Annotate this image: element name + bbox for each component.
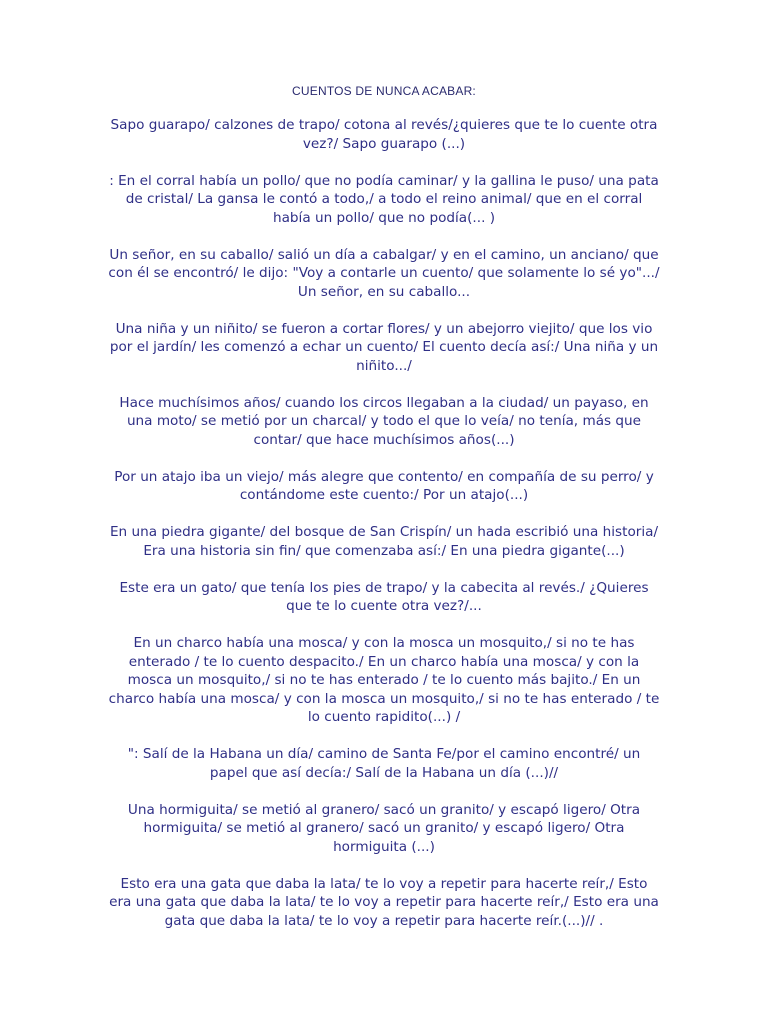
paragraph-atajo-viejo: Por un atajo iba un viejo/ más alegre que contento/ en compañía de su perro/ y contándome este cuento:/ Por un atajo(...) [114,468,654,503]
paragraph-corral-pollo: : En el corral había un pollo/ que no podía caminar/ y la gallina le puso/ una pata de cristal/ La gansa le contó a todo,/ a todo el reino animal/ que en el corral había un pollo/ que no podía(... ) [109,172,659,226]
document-body [108,116,660,949]
paragraph-nina-ninito: Una niña y un niñito/ se fueron a cortar flores/ y un abejorro viejito/ que los vio por el jardín/ les comenzó a echar un cuento/ El cuento decía así:/ Una niña y un niñito.../ [109,320,659,374]
paragraph-charco-mosca: En un charco había una mosca/ y con la mosca un mosquito,/ si no te has enterado / te lo cuento despacito./ En un charco había una mosca/ y con la mosca un mosquito,/ si no te has enterado / te lo cuento más bajito./ En un charco había una mosca/ y con la mosca un mosquito,/ si no te has enterado / te lo cuento rapidito(...) / [108,635,660,725]
paragraph-piedra-gigante: En una piedra gigante/ del bosque de San Crispín/ un hada escribió una historia/ Era una historia sin fin/ que comenzaba así:/ En una piedra gigante(...) [109,524,659,559]
paragraph-gata-lata: Esto era una gata que daba la lata/ te lo voy a repetir para hacerte reír,/ Esto era una gata que daba la lata/ te lo voy a repetir para hacerte reír,/ Esto era una gata que daba la lata/ te lo voy a repetir para hacerte reír.(...)// . [109,875,659,929]
paragraph-sapo-guarapo: Sapo guarapo/ calzones de trapo/ cotona al revés/¿quieres que te lo cuente otra vez?/ Sapo guarapo (...) [110,117,658,152]
paragraph-gato-trapo: Este era un gato/ que tenía los pies de trapo/ y la cabecita al revés./ ¿Quieres que te lo cuente otra vez?/... [119,579,649,614]
document-title: CUENTOS DE NUNCA ACABAR: [292,84,476,98]
paragraph-habana: ": Salí de la Habana un día/ camino de Santa Fe/por el camino encontré/ un papel que así decía:/ Salí de la Habana un día (...)// [127,746,641,781]
paragraph-hormiguita: Una hormiguita/ se metió al granero/ sacó un granito/ y escapó ligero/ Otra hormiguita/ se metió al granero/ sacó un granito/ y escapó ligero/ Otra hormiguita (...) [127,801,641,855]
paragraph-muchisimos-anos: Hace muchísimos años/ cuando los circos llegaban a la ciudad/ un payaso, en una moto/ se metió por un charcal/ y todo el que lo veía/ no tenía, más que contar/ que hace muchísimos años(...) [119,394,649,448]
paragraph-senor-caballo: Un señor, en su caballo/ salió un día a cabalgar/ y en el camino, un anciano/ que con él se encontró/ le dijo: "Voy a contarle un cuento/ que solamente lo sé yo".../ Un señor, en su caballo... [108,246,660,300]
